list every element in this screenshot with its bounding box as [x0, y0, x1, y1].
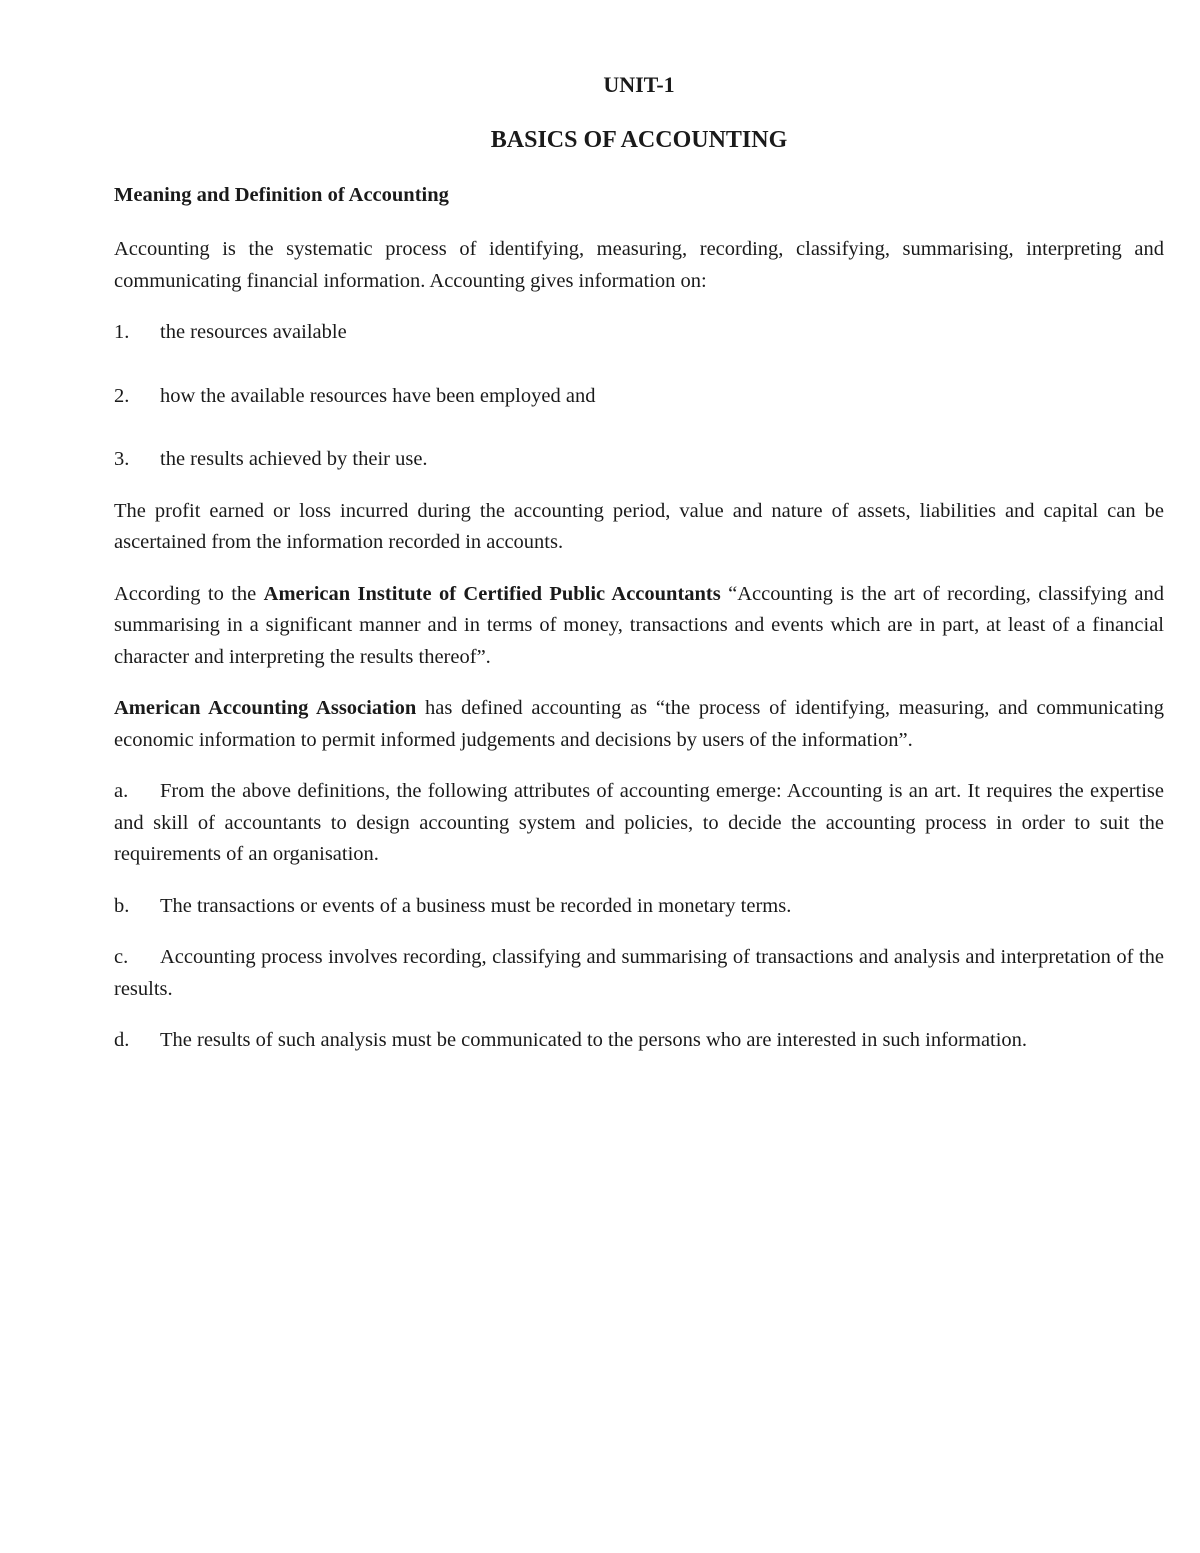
list-item-text: The transactions or events of a business must be recorded in monetary terms.: [160, 894, 792, 917]
profit-paragraph: The profit earned or loss incurred during the accounting period, value and nature of assets, liabilities and capital can be ascertained from the information recorded in accounts.: [114, 499, 1164, 553]
list-item-text: From the above definitions, the following attributes of accounting emerge: Accounting is an art. It requires the expertise and skill of accountants to design accounting system and policies, to decide the accounting process in order to suit the requirements of an organisation.: [114, 780, 1164, 865]
document-page: [114, 70, 1164, 1077]
unit-title: UNIT-1: [603, 72, 675, 97]
list-item-text: The results of such analysis must be communicated to the persons who are interested in such information.: [160, 1029, 1028, 1051]
section-heading: Meaning and Definition of Accounting: [114, 184, 449, 206]
list-marker: b.: [114, 894, 130, 917]
aicpa-quote: “Accounting is the art of recording, classifying and summarising in a significant manner and in terms of money, transactions and events which are in part, at least of a financial character and interpreting the results thereof”.: [114, 582, 1165, 668]
list-item-text: how the available resources have been employed and: [160, 384, 596, 407]
aicpa-paragraph: [114, 579, 1164, 674]
page-title: BASICS OF ACCOUNTING: [490, 127, 788, 153]
aaa-paragraph: [114, 693, 1164, 756]
intro-paragraph: Accounting is the systematic process of identifying, measuring, recording, classifying, summarising, interpreting and communicating financial information. Accounting gives information on:: [114, 238, 1164, 292]
aicpa-org-name: American Institute of Certified Public Accountants: [263, 582, 721, 605]
list-marker: c.: [114, 946, 129, 968]
list-item-text: the resources available: [160, 321, 347, 343]
list-item: [114, 317, 1164, 349]
aicpa-prefix: According to the: [114, 582, 264, 605]
list-marker: 1.: [114, 321, 130, 343]
list-item: [114, 1025, 1164, 1057]
list-marker: a.: [114, 780, 129, 802]
aaa-org-name: American Accounting Association: [114, 697, 417, 719]
list-item-text: the results achieved by their use.: [160, 448, 428, 470]
list-item: [114, 942, 1164, 1005]
list-marker: 3.: [114, 448, 130, 470]
list-item: [114, 891, 1164, 923]
list-marker: 2.: [114, 384, 130, 407]
list-marker: d.: [114, 1029, 130, 1051]
list-item-text: Accounting process involves recording, classifying and summarising of transactions and analysis and interpretation of the results.: [114, 946, 1164, 1000]
list-item: [114, 444, 1164, 476]
list-item: [114, 776, 1164, 871]
list-item: [114, 381, 1164, 413]
aaa-text: has defined accounting as “the process of identifying, measuring, and communicating economic information to permit informed judgements and decisions by users of the information”.: [114, 697, 1164, 751]
